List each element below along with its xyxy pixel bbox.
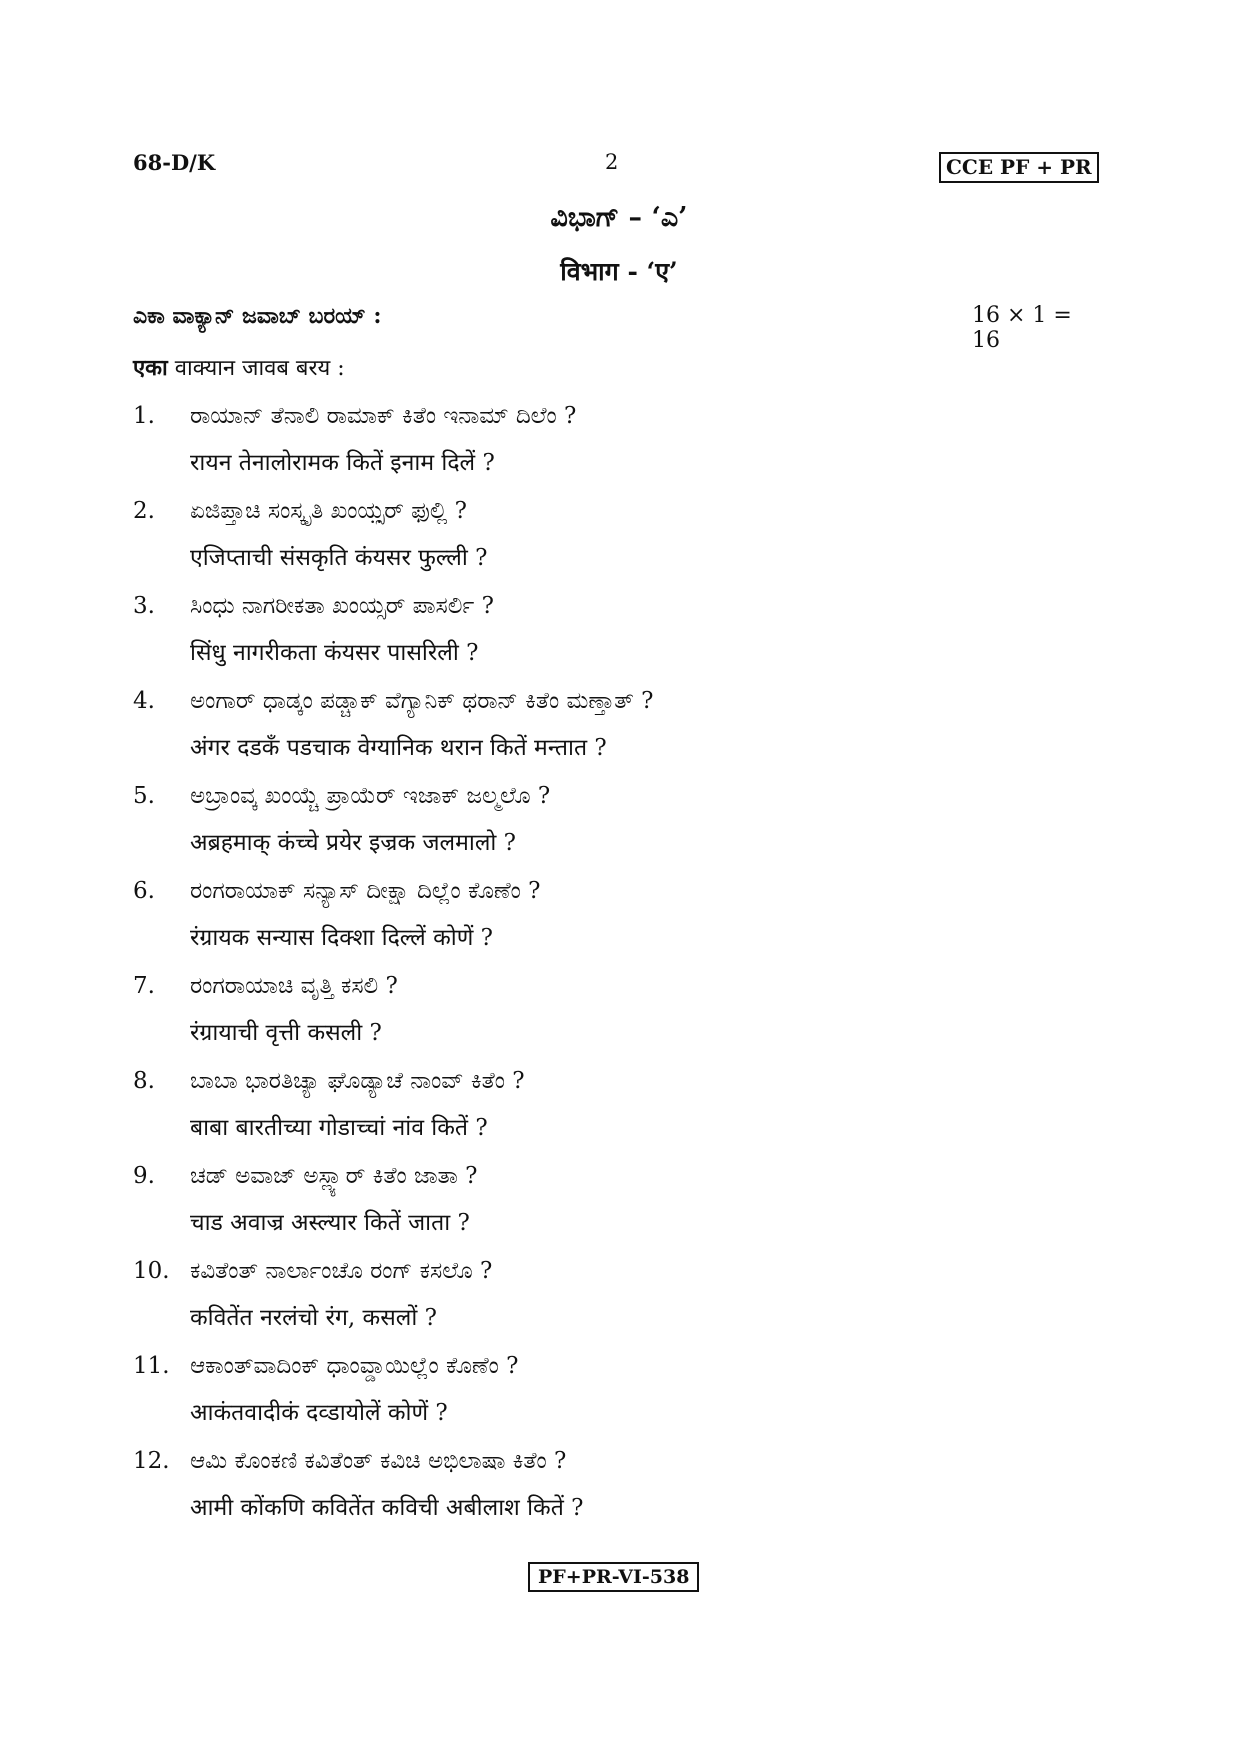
question-text-devanagari: बाबा बारतीच्या गोडाच्चां नांव कितें ? [190, 1115, 488, 1141]
question-number: 8. [133, 1068, 155, 1094]
question-text-devanagari: आमी कोंकणि कवितेंत कविची अबीलाश कितें ? [190, 1495, 584, 1521]
question-text-kannada: ರಂಗರಾಯಾಕ್ ಸನ್ಯಾಸ್ ದೀಕ್ಷಾ ದಿಲ್ಲೆಂ ಕೊಣೆಂ ? [190, 878, 541, 904]
question-number: 6. [133, 878, 155, 904]
instruction-devanagari [133, 352, 345, 382]
question-text-kannada: ರಾಯಾನ್ ತೆನಾಲಿ ರಾಮಾಕ್ ಕಿತೆಂ ಇನಾಮ್ ದಿಲೆಂ ? [190, 403, 577, 429]
question-text-kannada: ಸಿಂಧು ನಾಗರೀಕತಾ ಖಂಯ್ಸರ್ ಪಾಸರ್ಲಿ ? [190, 593, 494, 619]
instruction-kannada: ಎಕಾ ವಾಕ್ಯಾನ್ ಜವಾಬ್ ಬರಯ್ : [133, 303, 382, 329]
question-text-kannada: ಆಕಾಂತ್‌ವಾದಿಂಕ್ ಧಾಂವ್ಡಾಯಿಲ್ಲೆಂ ಕೊಣೆಂ ? [190, 1353, 519, 1379]
question-number: 11. [133, 1353, 170, 1379]
question-text-kannada: ಅಂಗಾರ್ ಧಾಡ್ಕಂ ಪಡ್ಚಾಕ್ ವೆಗ್ಯಾನಿಕ್ ಥರಾನ್ ಕಿತೆಂ ಮಣ್ತಾತ್ ? [190, 688, 654, 714]
question-text-kannada: ಆಮಿ ಕೊಂಕಣಿ ಕವಿತೆಂತ್ ಕವಿಚಿ ಅಭಿಲಾಷಾ ಕಿತೆಂ ? [190, 1448, 567, 1474]
question-text-devanagari: अंगर दडकँ पडचाक वेग्यानिक थरान कितें मन्तात ? [190, 735, 607, 761]
question-text-devanagari: आकंतवादीकं दव्डायोलें कोणें ? [190, 1400, 448, 1426]
question-number: 12. [133, 1448, 170, 1474]
question-text-kannada: ಏಜಿಪ್ತಾಚಿ ಸಂಸ್ಕೃತಿ ಖಂಯ಼್ಸರ್ ಫುಲ್ಲಿ ? [190, 498, 467, 524]
question-number: 5. [133, 783, 155, 809]
question-text-kannada: ಬಾಬಾ ಭಾರತಿಚ್ಯಾ ಘೊಡ್ಯಾಚೆ ನಾಂವ್ ಕಿತೆಂ ? [190, 1068, 525, 1094]
question-text-kannada: ರಂಗರಾಯಾಚಿ ವೃತ್ತಿ ಕಸಲಿ ? [190, 973, 398, 999]
course-code-box: CCE PF + PR [939, 152, 1099, 183]
question-number: 9. [133, 1163, 155, 1189]
question-text-kannada: ಚಡ್ ಅವಾಜ್ ಅಸ್ಲ್ಯಾರ್ ಕಿತೆಂ ಜಾತಾ ? [190, 1163, 478, 1189]
question-number: 3. [133, 593, 155, 619]
question-text-devanagari: रंग्रायाची वृत्ती कसली ? [190, 1020, 382, 1046]
instruction-devanagari-rest: वाक्यान जावब बरय : [167, 356, 345, 381]
section-title-kannada: ವಿಭಾಗ್ – ‘ಎ’ [550, 202, 688, 233]
question-number: 1. [133, 403, 155, 429]
question-text-devanagari: रंग्रायक सन्यास दिक्शा दिल्लें कोणें ? [190, 925, 493, 951]
question-text-devanagari: सिंधु नागरीकता कंयसर पासरिली ? [190, 640, 479, 666]
instruction-devanagari-bold: एका [133, 355, 168, 381]
question-number: 7. [133, 973, 155, 999]
question-text-kannada: ಅಬ್ರಾಂವ್ಕ ಖಂಯ್ಚೆ ಪ್ರಾಯೆರ್ ಇಜಾಕ್ ಜಲ್ಮಲೊ ? [190, 783, 551, 809]
question-text-kannada: ಕವಿತೆಂತ್ ನಾರ್ಲಾಂಚೊ ರಂಗ್ ಕಸಲೊ ? [190, 1258, 493, 1284]
question-text-devanagari: रायन तेनालोरामक कितें इनाम दिलें ? [190, 450, 495, 476]
question-number: 10. [133, 1258, 170, 1284]
question-number: 4. [133, 688, 155, 714]
page-number: 2 [605, 150, 619, 174]
footer-code-box: PF+PR-VI-538 [528, 1562, 699, 1592]
question-text-devanagari: अब्रहमाक् कंच्चे प्रयेर इज्रक जलमालो ? [190, 830, 517, 856]
question-number: 2. [133, 498, 155, 524]
paper-code: 68-D/K [133, 150, 216, 175]
question-text-devanagari: एजिप्ताची संसकृति कंयसर फुल्ली ? [190, 545, 488, 571]
question-text-devanagari: चाड अवाज्र अस्ल्यार कितें जाता ? [190, 1210, 470, 1236]
section-title-devanagari: विभाग - ‘ए’ [560, 257, 678, 286]
question-text-devanagari: कवितेंत नरलंचो रंग, कसलों ? [190, 1305, 437, 1331]
marks-allocation: 16 × 1 = 16 [972, 303, 1072, 353]
